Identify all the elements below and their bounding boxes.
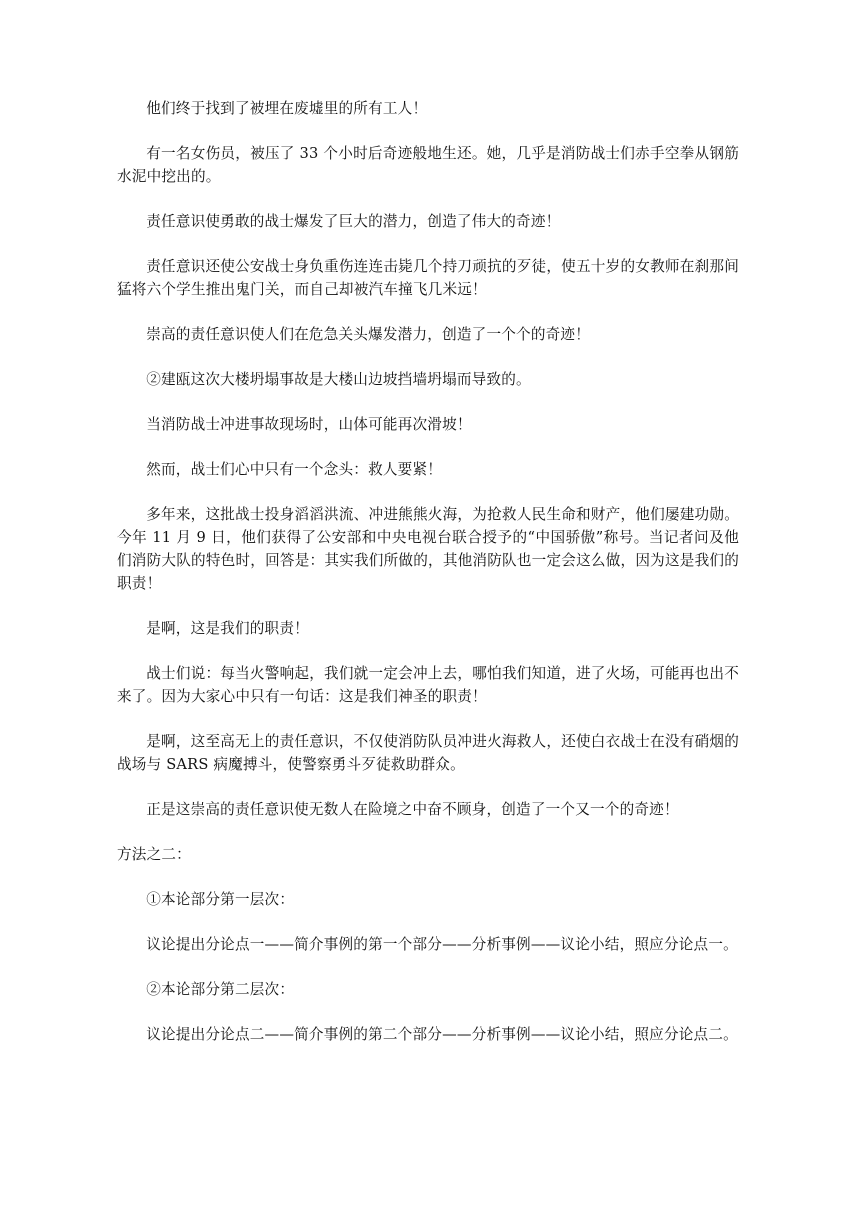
- paragraph: 责任意识还使公安战士身负重伤连连击毙几个持刀顽抗的歹徒，使五十岁的女教师在刹那间猛将六个学生推出鬼门关，而自己却被汽车撞飞几米远！: [117, 258, 739, 298]
- section-heading: 方法之二：: [117, 846, 191, 863]
- paragraph: 议论提出分论点二——简介事例的第二个部分——分析事例——议论小结，照应分论点二。: [146, 1026, 738, 1043]
- document-body: [117, 97, 739, 1068]
- paragraph: 是啊，这至高无上的责任意识，不仅使消防队员冲进火海救人，还使白衣战士在没有硝烟的战场与 SARS 病魔搏斗，使警察勇斗歹徒救助群众。: [117, 733, 739, 773]
- paragraph: 议论提出分论点一——简介事例的第一个部分——分析事例——议论小结，照应分论点一。: [146, 936, 738, 953]
- paragraph: 是啊，这是我们的职责！: [146, 620, 309, 637]
- paragraph: ②建瓯这次大楼坍塌事故是大楼山边坡挡墙坍塌而导致的。: [146, 371, 531, 388]
- paragraph: ②本论部分第二层次：: [146, 981, 295, 998]
- paragraph: 崇高的责任意识使人们在危急关头爆发潜力，创造了一个个的奇迹！: [146, 326, 591, 343]
- paragraph: 多年来，这批战士投身滔滔洪流、冲进熊熊火海，为抢救人民生命和财产，他们屡建功勋。今年 11 月 9 日，他们获得了公安部和中央电视台联合授予的“中国骄傲”称号。当记者问及他们消防大队的特色时，回答是：其实我们所做的，其他消防队也一定会这么做，因为这是我们的职责！: [117, 506, 739, 592]
- paragraph: 正是这崇高的责任意识使无数人在险境之中奋不顾身，创造了一个又一个的奇迹！: [146, 801, 679, 818]
- paragraph: 责任意识使勇敢的战士爆发了巨大的潜力，创造了伟大的奇迹！: [146, 213, 561, 230]
- paragraph: ①本论部分第一层次：: [146, 891, 295, 908]
- paragraph: 他们终于找到了被埋在废墟里的所有工人！: [146, 100, 428, 117]
- paragraph: 有一名女伤员，被压了 33 个小时后奇迹般地生还。她，几乎是消防战士们赤手空拳从钢筋水泥中挖出的。: [117, 145, 739, 185]
- paragraph: 战士们说：每当火警响起，我们就一定会冲上去，哪怕我们知道，进了火场，可能再也出不来了。因为大家心中只有一句话：这是我们神圣的职责！: [117, 665, 739, 705]
- paragraph: 当消防战士冲进事故现场时，山体可能再次滑坡！: [146, 416, 472, 433]
- paragraph: 然而，战士们心中只有一个念头：救人要紧！: [146, 461, 443, 478]
